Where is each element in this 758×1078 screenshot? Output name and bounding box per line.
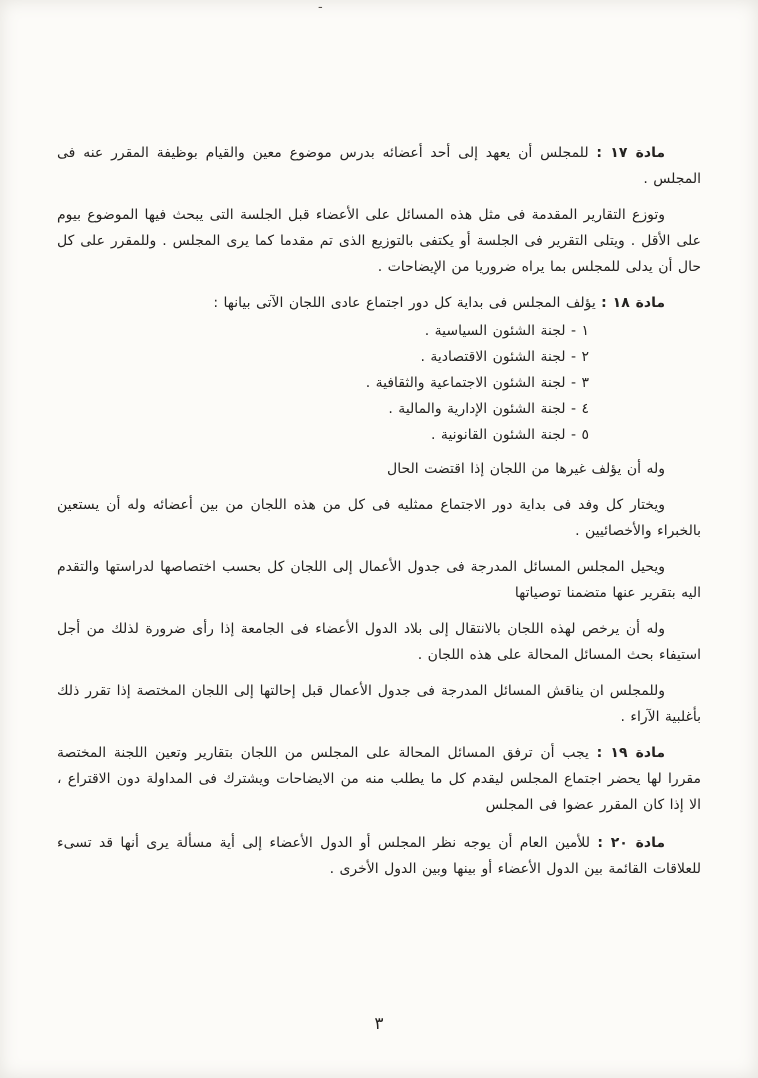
paragraph-discussion-text: وللمجلس ان يناقش المسائل المدرجة فى جدول الأعمال قبل إحالتها إلى اللجان المختصة إذا تقرر ذلك بأغلبية الآراء . bbox=[57, 683, 701, 725]
paragraph-other-committees-text: وله أن يؤلف غيرها من اللجان إذا اقتضت الحال bbox=[387, 461, 665, 477]
page-number: ٣ bbox=[374, 1014, 384, 1034]
paragraph-report-distribution-text: وتوزع التقارير المقدمة فى مثل هذه المسائل على الأعضاء قبل الجلسة التى يبحث فيها الموضوع بيوم على الأقل . ويتلى التقرير فى الجلسة أو يكتفى بالتوزيع الذى تم مقدما كما يرى المجلس . وللمقرر على كل حال أن يدلى للمجلس بما يراه ضروريا من الإيضاحات . bbox=[57, 207, 701, 275]
article-19-label: مادة ١٩ : bbox=[596, 745, 666, 761]
scan-artifact-dash: - bbox=[318, 0, 324, 15]
committee-item-economic: ٢ - لجنة الشئون الاقتصادية . bbox=[420, 349, 589, 365]
committee-item-social-cultural: ٣ - لجنة الشئون الاجتماعية والثقافية . bbox=[365, 375, 589, 391]
paragraph-discussion bbox=[57, 678, 701, 730]
article-18-text: يؤلف المجلس فى بداية كل دور اجتماع عادى اللجان الآتى بيانها : bbox=[213, 295, 596, 311]
article-17-label: مادة ١٧ : bbox=[596, 145, 665, 161]
article-20-label: مادة ٢٠ : bbox=[597, 835, 666, 851]
committee-list bbox=[57, 318, 701, 448]
article-17-text: للمجلس أن يعهد إلى أحد أعضائه بدرس موضوع معين والقيام بوظيفة المقرر عنه فى المجلس . bbox=[57, 145, 701, 187]
paragraph-referral bbox=[57, 554, 701, 606]
committee-item-administrative-financial: ٤ - لجنة الشئون الإدارية والمالية . bbox=[388, 401, 589, 417]
paragraph-travel-text: وله أن يرخص لهذه اللجان بالانتقال إلى بلاد الدول الأعضاء فى الجامعة إذا رأى ضرورة لذلك من أجل استيفاء بحث المسائل المحالة على هذه اللجان . bbox=[57, 621, 701, 663]
article-19 bbox=[57, 740, 701, 818]
article-17 bbox=[57, 140, 701, 192]
paragraph-delegates bbox=[57, 492, 701, 544]
committee-item-legal: ٥ - لجنة الشئون القانونية . bbox=[431, 427, 589, 443]
paragraph-other-committees bbox=[57, 456, 701, 482]
paragraph-report-distribution bbox=[57, 202, 701, 280]
article-20 bbox=[57, 830, 701, 882]
article-19-text: يجب أن ترفق المسائل المحالة على المجلس من اللجان بتقارير وتعين اللجنة المختصة مقررا لها يحضر اجتماع المجلس ليقدم كل ما يطلب منه من الايضاحات ويشترك فى المداولة دون الاقتراع ، الا إذا كان المقرر عضوا فى المجلس bbox=[57, 745, 701, 813]
paragraph-travel bbox=[57, 616, 701, 668]
article-18 bbox=[57, 290, 701, 316]
paragraph-delegates-text: ويختار كل وفد فى بداية دور الاجتماع ممثليه فى كل من هذه اللجان من بين أعضائه وله أن يستعين بالخبراء والأخصائيين . bbox=[57, 497, 701, 539]
document-body bbox=[57, 140, 701, 892]
paragraph-referral-text: ويحيل المجلس المسائل المدرجة فى جدول الأعمال إلى اللجان كل بحسب اختصاصها لدراستها والتقدم اليه بتقرير عنها متضمنا توصياتها bbox=[57, 559, 701, 601]
committee-item-political: ١ - لجنة الشئون السياسية . bbox=[424, 323, 589, 339]
article-20-text: للأمين العام أن يوجه نظر المجلس أو الدول الأعضاء إلى أية مسألة يرى أنها قد تسىء للعلاقات القائمة بين الدول الأعضاء أو بينها وبين الدول الأخرى . bbox=[57, 835, 701, 877]
article-18-label: مادة ١٨ : bbox=[601, 295, 665, 311]
